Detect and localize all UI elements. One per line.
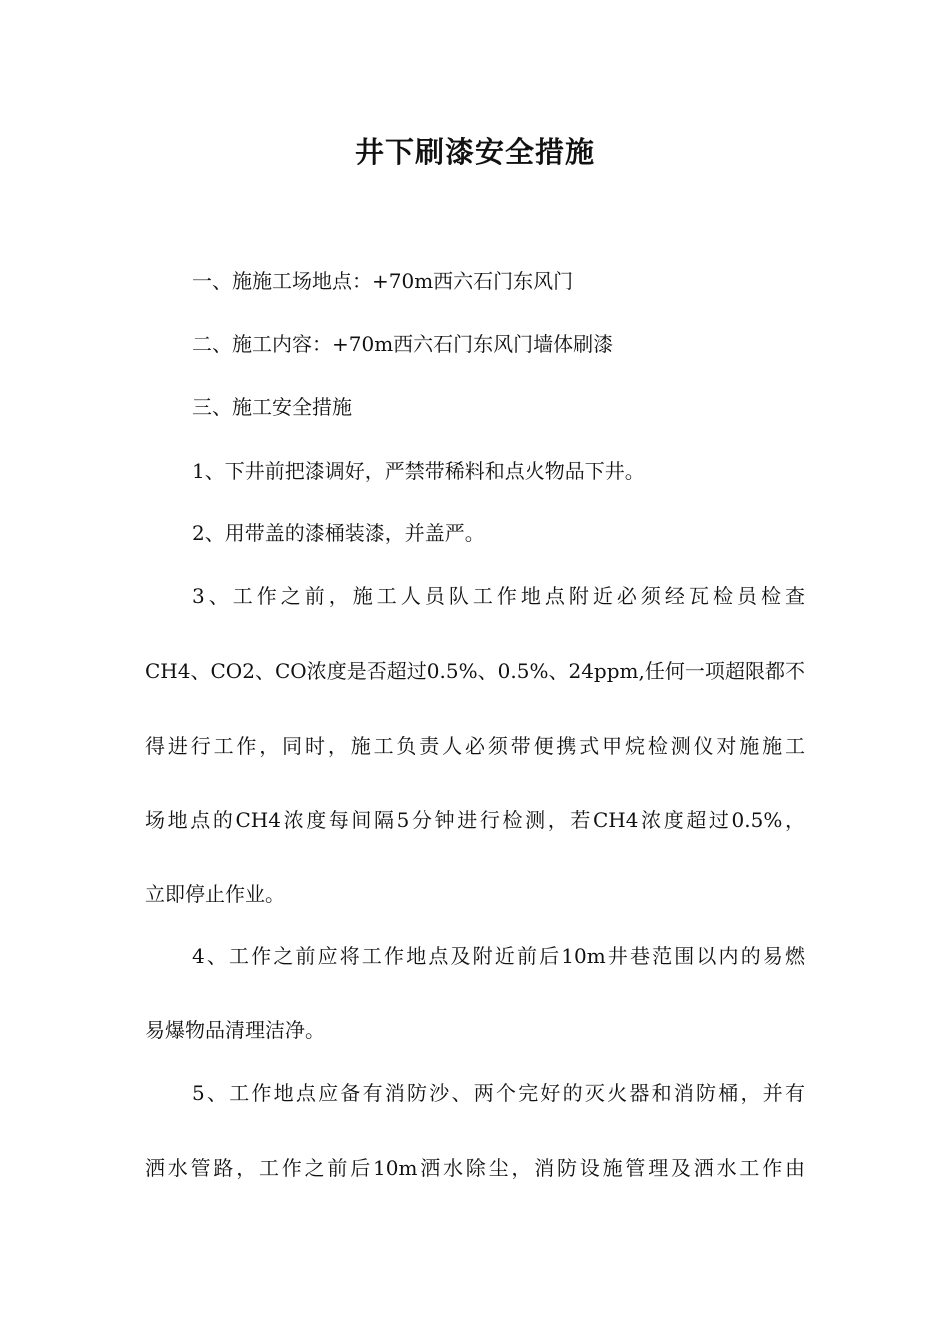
- measure-1-text: 1、下井前把漆调好，严禁带稀料和点火物品下井。: [192, 459, 645, 483]
- measure-3-line-3: 得进行工作，同时，施工负责人必须带便携式甲烷检测仪对施施工: [145, 734, 805, 758]
- measure-4-line-1: 4、工作之前应将工作地点及附近前后10m井巷范围以内的易燃: [192, 944, 805, 968]
- document-title: 井下刷漆安全措施: [354, 135, 595, 169]
- measure-3-line-5: 立即停止作业。: [145, 882, 285, 906]
- measure-3-line-1: 3、工作之前，施工人员队工作地点附近必须经瓦检员检查: [192, 584, 805, 608]
- measure-2-text: 2、用带盖的漆桶装漆，并盖严。: [192, 521, 485, 545]
- measure-4-line-2: 易爆物品清理洁净。: [145, 1018, 325, 1042]
- section-construction-content: 二、施工内容：+70m西六石门东风门墙体刷漆: [192, 332, 614, 356]
- measure-3-line-4: 场地点的CH4浓度每间隔5分钟进行检测，若CH4浓度超过0.5%，: [145, 808, 805, 832]
- section-construction-site: 一、施施工场地点：+70m西六石门东风门: [192, 269, 574, 293]
- section-safety-measures-heading: 三、施工安全措施: [192, 395, 352, 419]
- measure-5-line-2: 洒水管路，工作之前后10m洒水除尘，消防设施管理及洒水工作由: [145, 1156, 805, 1180]
- measure-5-line-1: 5、工作地点应备有消防沙、两个完好的灭火器和消防桶，并有: [192, 1081, 805, 1105]
- measure-3-line-2: CH4、CO2、CO浓度是否超过0.5%、0.5%、24ppm,任何一项超限都不: [145, 659, 805, 683]
